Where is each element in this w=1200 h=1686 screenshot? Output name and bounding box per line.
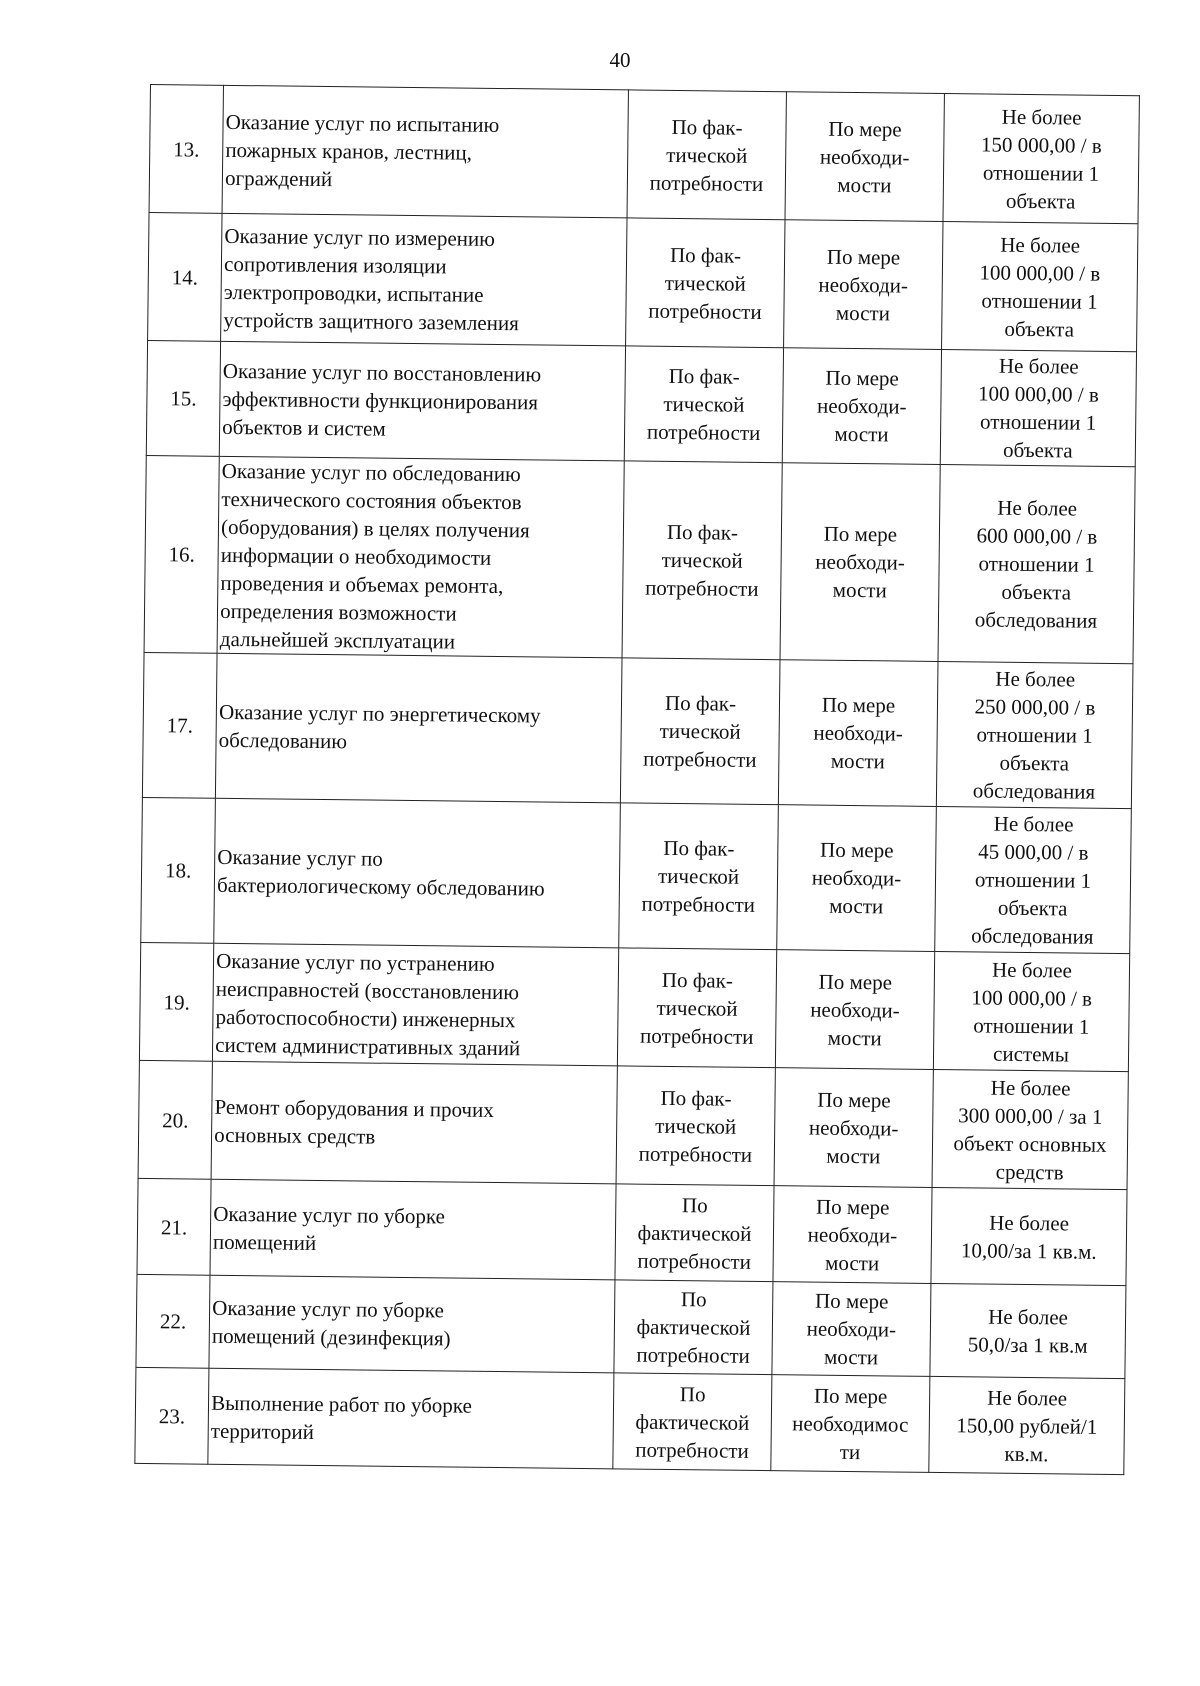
service-frequency: По мере необходимос ти [771,1375,930,1473]
service-frequency: По мере необходи- мости [777,805,937,952]
page-number: 40 [609,48,631,72]
service-price: Не более 50,0/за 1 кв.м [930,1283,1126,1378]
service-volume: По фак- тической потребности [616,1066,775,1186]
service-price: Не более 100 000,00 / в отношении 1 системы [933,951,1129,1071]
service-name: Оказание услуг по измерению сопротивления изоляции электропроводки, испытание устройств защитного заземления [221,213,627,346]
table-row [137,1178,1127,1285]
table-row [144,455,1135,663]
service-volume: По фак- тической потребности [617,948,776,1068]
table-row [148,212,1138,351]
service-name: Оказание услуг по уборке помещений [210,1179,616,1280]
service-frequency: По мере необходи- мости [775,950,934,1070]
service-volume: По фактической потребности [615,1184,774,1282]
table-row [136,1274,1126,1378]
service-name: Оказание услуг по уборке помещений (дезинфекция) [209,1275,615,1373]
row-number: 23. [135,1367,209,1464]
table-row [142,652,1133,808]
service-name: Оказание услуг по бактериологическому обследованию [214,798,621,948]
row-number: 15. [146,340,220,456]
row-number: 21. [137,1178,211,1275]
service-name: Ремонт оборудования и прочих основных средств [211,1061,617,1184]
service-price: Не более 250 000,00 / в отношении 1 объекта обследования [936,661,1133,808]
service-frequency: По мере необходи- мости [773,1186,932,1284]
service-price: Не более 600 000,00 / в отношении 1 объекта обследования [938,464,1135,663]
service-volume: По фак- тической потребности [627,90,786,220]
row-number: 19. [139,942,213,1061]
row-number: 18. [141,797,216,943]
service-price: Не более 300 000,00 / за 1 объект основных средств [932,1069,1128,1189]
service-volume: По фактической потребности [613,1373,772,1471]
service-frequency: По мере необходи- мости [785,92,944,222]
row-number: 16. [144,455,219,653]
service-volume: По фактической потребности [614,1280,773,1375]
service-price: Не более 100 000,00 / в отношении 1 объекта [941,222,1138,352]
service-name: Оказание услуг по восстановлению эффективности функционирования объектов и систем [219,341,625,461]
table-row [138,1060,1128,1189]
service-frequency: По мере необходи- мости [778,660,938,807]
service-price: Не более 10,00/за 1 кв.м. [931,1187,1127,1285]
service-price: Не более 150 000,00 / в отношении 1 объекта [943,94,1140,224]
service-volume: По фак- тической потребности [626,218,785,348]
service-name: Оказание услуг по обследованию технического состояния объектов (оборудования) в целях получения информации о необходимости проведения и объемах ремонта, определения возможности дальнейшей эксплуатации [217,456,624,658]
service-name: Оказание услуг по устранению неисправностей (восстановлению работоспособности) инженерных систем административных зданий [213,943,619,1066]
row-number: 14. [148,212,223,341]
service-price: Не более 45 000,00 / в отношении 1 объекта обследования [935,806,1132,953]
service-frequency: По мере необходи- мости [774,1068,933,1188]
row-number: 17. [142,652,217,798]
service-volume: По фак- тической потребности [622,461,782,660]
table-row [146,340,1136,466]
service-name: Оказание услуг по испытанию пожарных кранов, лестниц, ограждений [222,85,628,218]
service-volume: По фак- тической потребности [624,346,783,463]
service-volume: По фак- тической потребности [620,658,780,805]
table-row [149,85,1139,224]
service-name: Выполнение работ по уборке территорий [208,1368,614,1469]
table-row [141,797,1132,953]
row-number: 20. [138,1060,212,1179]
service-frequency: По мере необходи- мости [772,1282,931,1377]
services-table [134,84,1140,1475]
service-frequency: По мере необходи- мости [780,463,940,662]
service-frequency: По мере необходи- мости [784,220,943,350]
service-price: Не более 100 000,00 / в отношении 1 объекта [940,349,1136,466]
table-row [135,1367,1125,1474]
table-row [139,942,1129,1071]
service-frequency: По мере необходи- мости [782,348,941,465]
service-volume: По фак- тической потребности [619,803,779,950]
service-name: Оказание услуг по энергетическому обследованию [216,653,623,803]
row-number: 13. [149,85,224,214]
service-price: Не более 150,00 рублей/1 кв.м. [929,1376,1125,1474]
row-number: 22. [136,1274,210,1368]
